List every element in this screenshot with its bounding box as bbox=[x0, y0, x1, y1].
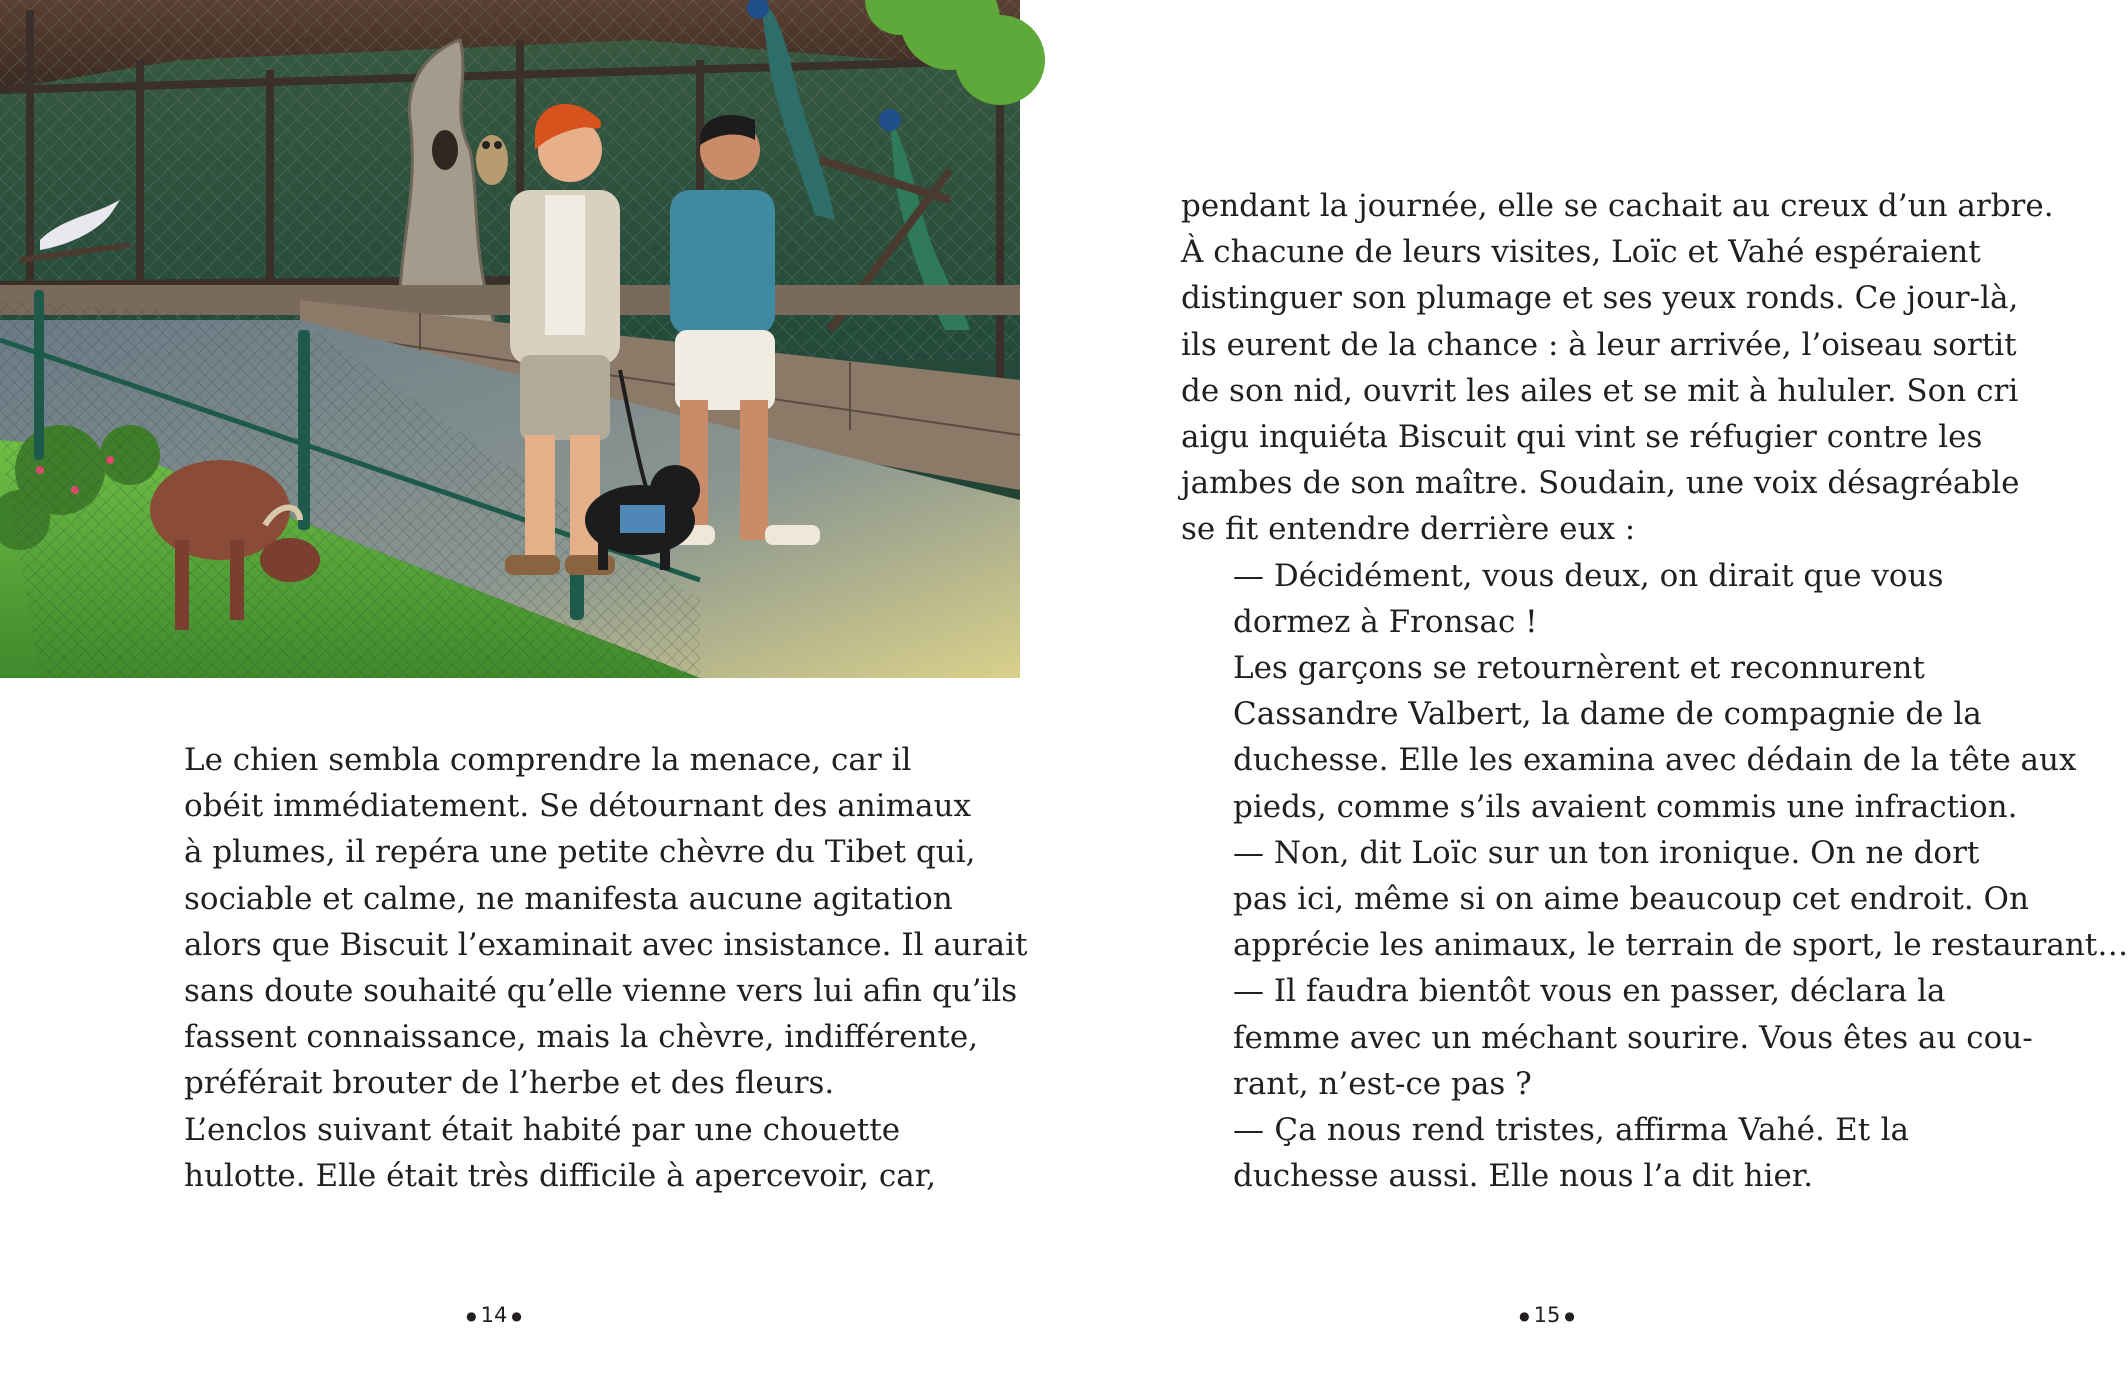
page-number-value: 15 bbox=[1533, 1303, 1561, 1327]
text-line: — Non, dit Loïc sur un ton ironique. On ne dort bbox=[1233, 834, 1980, 871]
text-line: pieds, comme s’ils avaient commis une infraction. bbox=[1233, 788, 2018, 825]
right-page-text bbox=[1181, 183, 2128, 1199]
text-line: Les garçons se retournèrent et reconnurent bbox=[1233, 650, 1925, 687]
page-number-value: 14 bbox=[480, 1303, 508, 1327]
page-number bbox=[1497, 1303, 1597, 1327]
text-line: préférait brouter de l’herbe et des fleurs. bbox=[184, 1065, 835, 1102]
text-line: aigu inquiéta Biscuit qui vint se réfugier contre les bbox=[1181, 419, 1983, 456]
paragraph bbox=[132, 1107, 936, 1199]
bullet-icon: ● bbox=[511, 1309, 522, 1323]
text-line: jambes de son maître. Soudain, une voix désagréable bbox=[1181, 465, 2020, 502]
left-page bbox=[0, 0, 1028, 1400]
left-page-text bbox=[132, 737, 1028, 1199]
text-line: dormez à Fronsac ! bbox=[1233, 603, 1538, 640]
text-line: sociable et calme, ne manifesta aucune agitation bbox=[184, 880, 953, 917]
text-line: — Décidément, vous deux, on dirait que vous bbox=[1233, 557, 1944, 594]
bullet-icon: ● bbox=[1564, 1309, 1575, 1323]
text-line: à plumes, il repéra une petite chèvre du Tibet qui, bbox=[184, 834, 976, 871]
paragraph bbox=[1181, 1107, 1909, 1199]
text-line: apprécie les animaux, le terrain de sport, le restaurant… bbox=[1233, 927, 2128, 964]
paragraph bbox=[1181, 830, 2128, 969]
paragraph bbox=[1181, 968, 2033, 1107]
owl-figure bbox=[476, 135, 508, 185]
text-line: fassent connaissance, mais la chèvre, indifférente, bbox=[184, 1019, 979, 1056]
text-line: distinguer son plumage et ses yeux ronds. Ce jour-là, bbox=[1181, 280, 2019, 317]
text-line: duchesse. Elle les examina avec dédain de la tête aux bbox=[1233, 742, 2077, 779]
bullet-icon: ● bbox=[1519, 1309, 1530, 1323]
text-line: de son nid, ouvrit les ailes et se mit à hululer. Son cri bbox=[1181, 372, 2019, 409]
text-line: L’enclos suivant était habité par une chouette bbox=[184, 1111, 901, 1148]
paragraph bbox=[1181, 645, 2077, 830]
text-line: obéit immédiatement. Se détournant des animaux bbox=[184, 788, 971, 825]
paragraph bbox=[1181, 183, 2054, 553]
bullet-icon: ● bbox=[466, 1309, 477, 1323]
right-page bbox=[1005, 0, 2128, 1400]
text-line: pendant la journée, elle se cachait au creux d’un arbre. bbox=[1181, 188, 2054, 224]
text-line: femme avec un méchant sourire. Vous êtes au cou- bbox=[1233, 1019, 2033, 1056]
text-line: — Il faudra bientôt vous en passer, déclara la bbox=[1233, 973, 1946, 1010]
text-line: duchesse aussi. Elle nous l’a dit hier. bbox=[1233, 1158, 1814, 1195]
paragraph bbox=[1181, 553, 1944, 645]
text-line: Cassandre Valbert, la dame de compagnie de la bbox=[1233, 696, 1982, 733]
text-line: se fit entendre derrière eux : bbox=[1181, 511, 1636, 548]
text-line: — Ça nous rend tristes, affirma Vahé. Et la bbox=[1233, 1112, 1909, 1149]
text-line: pas ici, même si on aime beaucoup cet endroit. On bbox=[1233, 881, 2029, 918]
text-line: hulotte. Elle était très difficile à apercevoir, car, bbox=[184, 1157, 936, 1194]
page-number bbox=[444, 1303, 544, 1327]
text-line: rant, n’est-ce pas ? bbox=[1233, 1065, 1532, 1102]
text-line: ils eurent de la chance : à leur arrivée, l’oiseau sortit bbox=[1181, 326, 2017, 363]
text-line: À chacune de leurs visites, Loïc et Vahé espéraient bbox=[1181, 234, 1981, 271]
text-line: Le chien sembla comprendre la menace, car il bbox=[184, 742, 912, 778]
paragraph bbox=[132, 737, 1028, 1107]
zoo-illustration bbox=[0, 0, 1020, 678]
text-line: sans doute souhaité qu’elle vienne vers lui afin qu’ils bbox=[184, 973, 1018, 1010]
text-line: alors que Biscuit l’examinait avec insistance. Il aurait bbox=[184, 926, 1028, 963]
